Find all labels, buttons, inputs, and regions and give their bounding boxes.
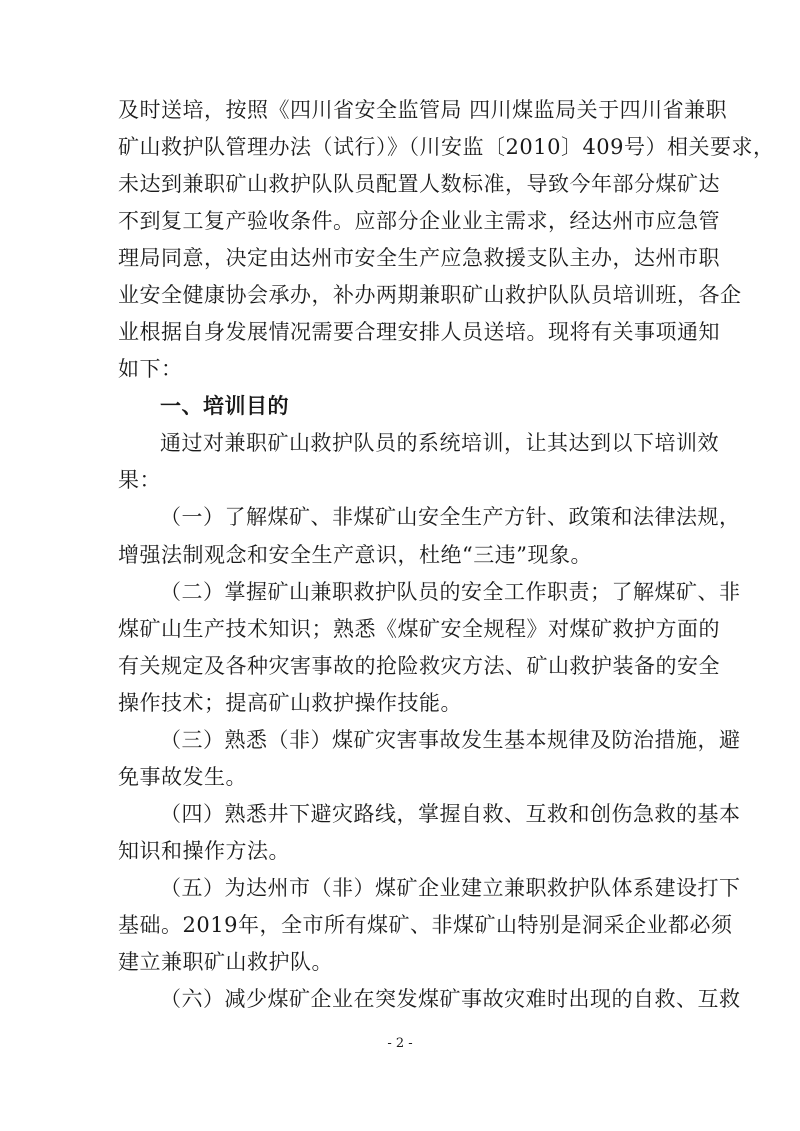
- item-5-line-2: 基础。2019年，全市所有煤矿、非煤矿山特别是洞采企业都必须: [118, 913, 733, 937]
- paragraph-line-1: 及时送培，按照《四川省安全监管局 四川煤监局关于四川省兼职: [118, 98, 728, 122]
- item-2-line-4: 操作技术；提高矿山救护操作技能。: [118, 691, 462, 715]
- item-1-line-1: （一）了解煤矿、非煤矿山安全生产方针、政策和法律法规，: [160, 505, 741, 529]
- paragraph-line-4: 不到复工复产验收条件。应部分企业业主需求，经达州市应急管: [118, 209, 720, 233]
- paragraph-line-11: 果：: [118, 468, 161, 492]
- item-5-line-3: 建立兼职矿山救护队。: [118, 950, 333, 974]
- section-heading: 一、培训目的: [160, 394, 289, 418]
- paragraph-line-2: 矿山救护队管理办法（试行）》（川安监〔2010〕409号）相关要求，: [118, 135, 775, 159]
- item-2-line-2: 煤矿山生产技术知识；熟悉《煤矿安全规程》对煤矿救护方面的: [118, 617, 720, 641]
- paragraph-line-3: 未达到兼职矿山救护队队员配置人数标准，导致今年部分煤矿达: [118, 172, 720, 196]
- item-2-line-1: （二）掌握矿山兼职救护队员的安全工作职责；了解煤矿、非: [160, 580, 741, 604]
- item-4-line-1: （四）熟悉井下避灾路线，掌握自救、互救和创伤急救的基本: [160, 802, 741, 826]
- item-3-line-2: 免事故发生。: [118, 765, 247, 789]
- paragraph-line-8: 如下：: [118, 357, 183, 381]
- paragraph-line-10: 通过对兼职矿山救护队员的系统培训，让其达到以下培训效: [160, 431, 719, 455]
- item-4-line-2: 知识和操作方法。: [118, 839, 290, 863]
- item-2-line-3: 有关规定及各种灾害事故的抢险救灾方法、矿山救护装备的安全: [118, 654, 720, 678]
- item-6-line-1: （六）减少煤矿企业在突发煤矿事故灾难时出现的自救、互救: [160, 987, 741, 1011]
- paragraph-line-7: 业根据自身发展情况需要合理安排人员送培。现将有关事项通知: [118, 320, 720, 344]
- paragraph-line-6: 业安全健康协会承办，补办两期兼职矿山救护队队员培训班，各企: [118, 283, 742, 307]
- item-5-line-1: （五）为达州市（非）煤矿企业建立兼职救护队体系建设打下: [160, 876, 741, 900]
- item-1-line-2: 增强法制观念和安全生产意识，杜绝“三违”现象。: [118, 543, 592, 567]
- page-number: - 2 -: [387, 1036, 413, 1051]
- paragraph-line-5: 理局同意，决定由达州市安全生产应急救援支队主办，达州市职: [118, 246, 720, 270]
- item-3-line-1: （三）熟悉（非）煤矿灾害事故发生基本规律及防治措施，避: [160, 728, 741, 752]
